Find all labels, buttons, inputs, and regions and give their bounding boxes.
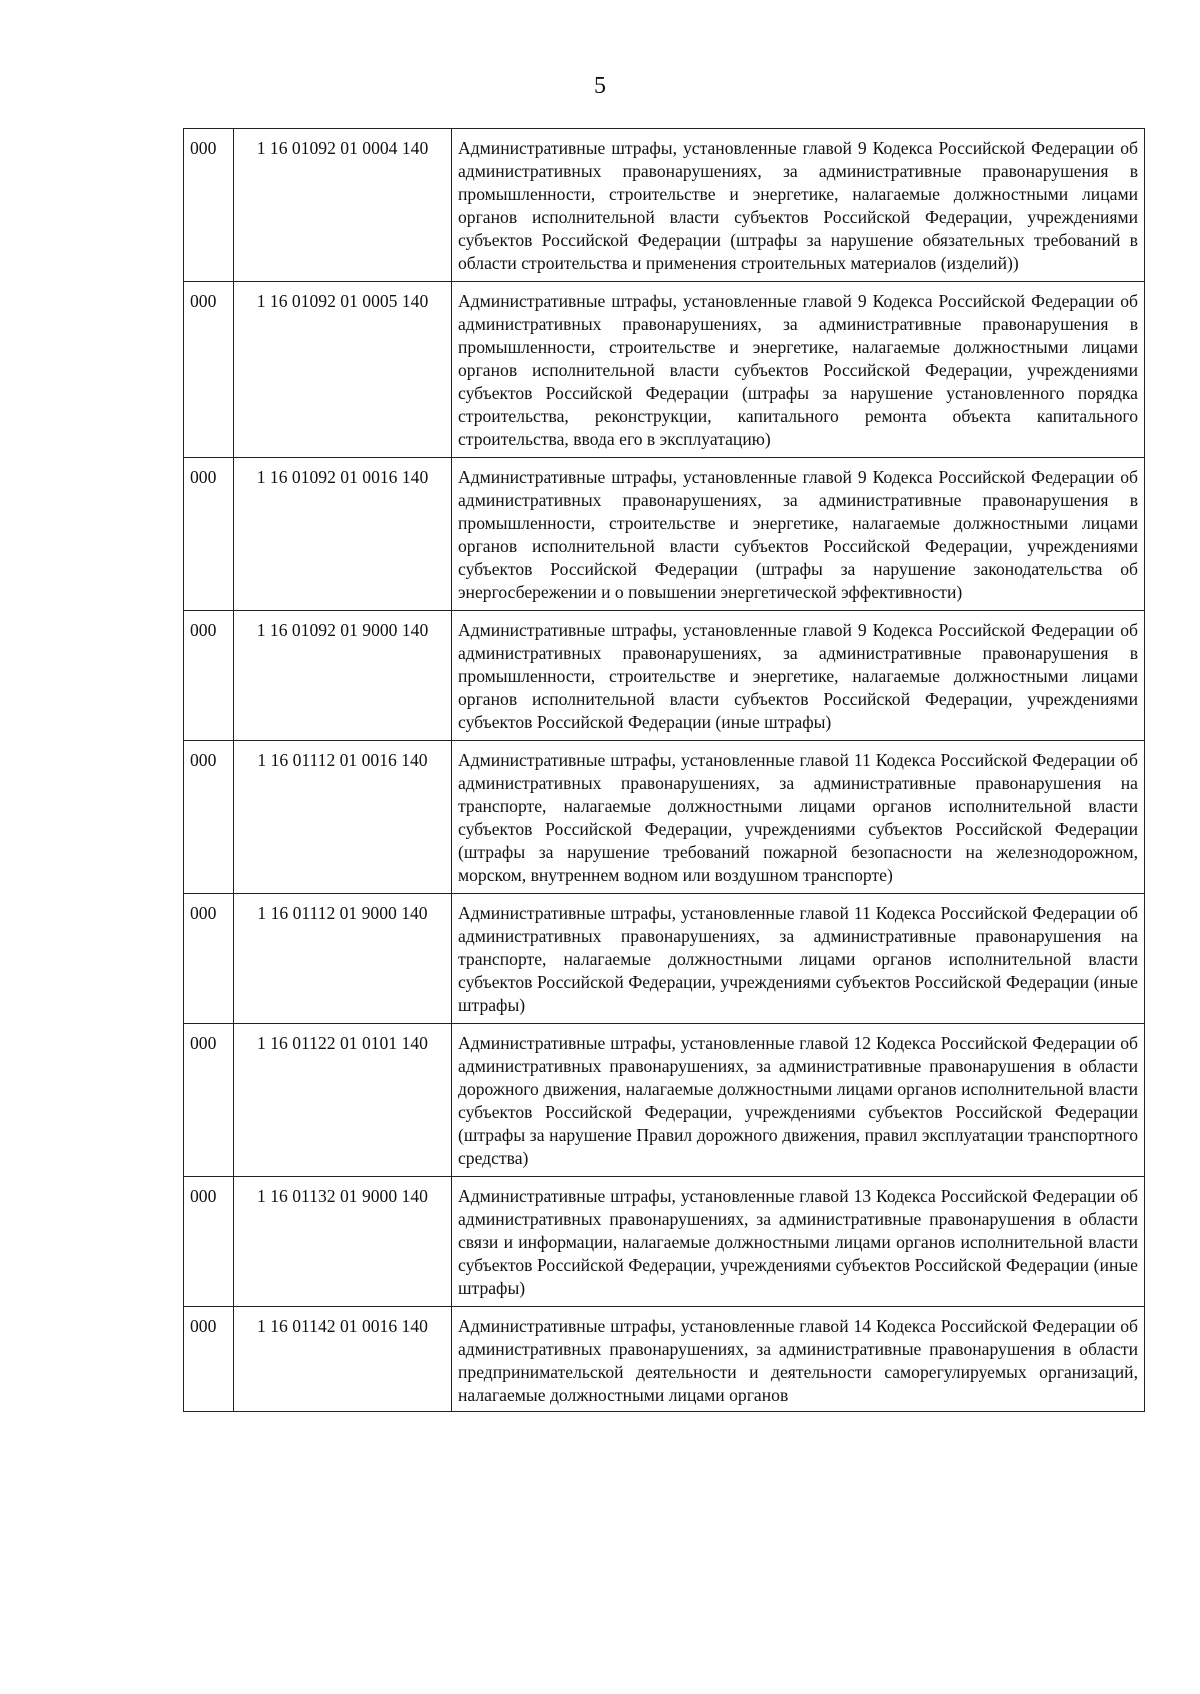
table-row [184, 1177, 1145, 1307]
revenue-description-cell: Административные штрафы, установленные главой 13 Кодекса Российской Федерации об административных правонарушениях, за административные правонарушения в области связи и информации, налагаемые должностными лицами органов исполнительной власти субъектов Российской Федерации, учреждениями субъектов Российской Федерации (иные штрафы) [452, 1177, 1145, 1307]
administrator-code-cell: 000 [184, 741, 234, 894]
revenue-description-cell: Административные штрафы, установленные главой 9 Кодекса Российской Федерации об административных правонарушениях, за административные правонарушения в промышленности, строительстве и энергетике, налагаемые должностными лицами органов исполнительной власти субъектов Российской Федерации, учреждениями субъектов Российской Федерации (иные штрафы) [452, 611, 1145, 741]
budget-classification-code-cell: 1 16 01092 01 0004 140 [234, 129, 452, 282]
table-row [184, 741, 1145, 894]
budget-classification-code-cell: 1 16 01142 01 0016 140 [234, 1307, 452, 1412]
table-row [184, 458, 1145, 611]
table-row [184, 282, 1145, 458]
revenue-description-cell: Административные штрафы, установленные главой 12 Кодекса Российской Федерации об административных правонарушениях, за административные правонарушения в области дорожного движения, налагаемые должностными лицами органов исполнительной власти субъектов Российской Федерации, учреждениями субъектов Российской Федерации (штрафы за нарушение Правил дорожного движения, правил эксплуатации транспортного средства) [452, 1024, 1145, 1177]
administrator-code-cell: 000 [184, 1307, 234, 1412]
administrator-code-cell: 000 [184, 458, 234, 611]
budget-classification-code-cell: 1 16 01122 01 0101 140 [234, 1024, 452, 1177]
budget-classification-code-cell: 1 16 01112 01 0016 140 [234, 741, 452, 894]
administrator-code-cell: 000 [184, 129, 234, 282]
budget-classification-code-cell: 1 16 01092 01 0005 140 [234, 282, 452, 458]
revenue-description-cell: Административные штрафы, установленные главой 9 Кодекса Российской Федерации об административных правонарушениях, за административные правонарушения в промышленности, строительстве и энергетике, налагаемые должностными лицами органов исполнительной власти субъектов Российской Федерации, учреждениями субъектов Российской Федерации (штрафы за нарушение обязательных требований в области строительства и применения строительных материалов (изделий)) [452, 129, 1145, 282]
table-row [184, 129, 1145, 282]
revenue-codes-table [183, 128, 1145, 1412]
administrator-code-cell: 000 [184, 1177, 234, 1307]
budget-classification-code-cell: 1 16 01092 01 9000 140 [234, 611, 452, 741]
table-row [184, 1024, 1145, 1177]
administrator-code-cell: 000 [184, 282, 234, 458]
table-row [184, 1307, 1145, 1412]
table-row [184, 894, 1145, 1024]
budget-classification-code-cell: 1 16 01092 01 0016 140 [234, 458, 452, 611]
table-row [184, 611, 1145, 741]
revenue-description-cell: Административные штрафы, установленные главой 9 Кодекса Российской Федерации об административных правонарушениях, за административные правонарушения в промышленности, строительстве и энергетике, налагаемые должностными лицами органов исполнительной власти субъектов Российской Федерации, учреждениями субъектов Российской Федерации (штрафы за нарушение законодательства об энергосбережении и о повышении энергетической эффективности) [452, 458, 1145, 611]
budget-classification-code-cell: 1 16 01112 01 9000 140 [234, 894, 452, 1024]
administrator-code-cell: 000 [184, 1024, 234, 1177]
revenue-description-cell: Административные штрафы, установленные главой 14 Кодекса Российской Федерации об административных правонарушениях, за административные правонарушения в области предпринимательской деятельности и деятельности саморегулируемых организаций, налагаемые должностными лицами органов [452, 1307, 1145, 1412]
administrator-code-cell: 000 [184, 611, 234, 741]
administrator-code-cell: 000 [184, 894, 234, 1024]
budget-classification-code-cell: 1 16 01132 01 9000 140 [234, 1177, 452, 1307]
page-number: 5 [594, 73, 606, 99]
revenue-description-cell: Административные штрафы, установленные главой 11 Кодекса Российской Федерации об административных правонарушениях, за административные правонарушения на транспорте, налагаемые должностными лицами органов исполнительной власти субъектов Российской Федерации, учреждениями субъектов Российской Федерации (иные штрафы) [452, 894, 1145, 1024]
revenue-description-cell: Административные штрафы, установленные главой 11 Кодекса Российской Федерации об административных правонарушениях, за административные правонарушения на транспорте, налагаемые должностными лицами органов исполнительной власти субъектов Российской Федерации, учреждениями субъектов Российской Федерации (штрафы за нарушение требований пожарной безопасности на железнодорожном, морском, внутреннем водном или воздушном транспорте) [452, 741, 1145, 894]
revenue-description-cell: Административные штрафы, установленные главой 9 Кодекса Российской Федерации об административных правонарушениях, за административные правонарушения в промышленности, строительстве и энергетике, налагаемые должностными лицами органов исполнительной власти субъектов Российской Федерации, учреждениями субъектов Российской Федерации (штрафы за нарушение установленного порядка строительства, реконструкции, капитального ремонта объекта капитального строительства, ввода его в эксплуатацию) [452, 282, 1145, 458]
